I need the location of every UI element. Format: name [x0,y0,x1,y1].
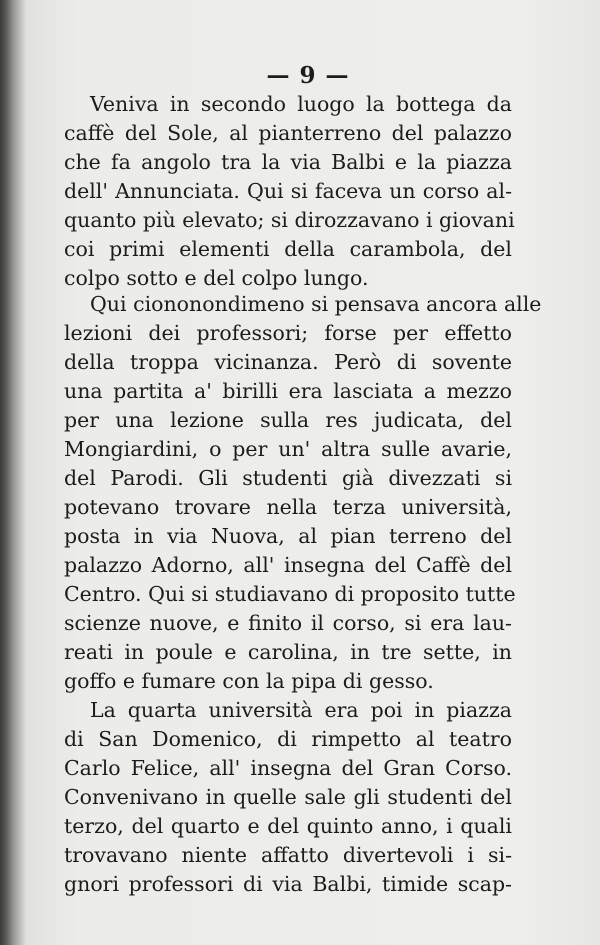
text-line: quanto più elevato; si dirozzavano i giovani [64,208,515,232]
text-line: dell' Annunciata. Qui si faceva un corso al- [64,179,512,203]
text-line: della troppa vicinanza. Però di sovente [64,350,512,374]
text-line: Centro. Qui si studiavano di proposito tutte [64,582,516,606]
text-line: reati in poule e carolina, in tre sette, in [64,640,512,664]
text-line: La quarta università era poi in piazza [90,698,512,722]
text-line: trovavano niente affatto divertevoli i si- [64,843,512,867]
text-line: che fa angolo tra la via Balbi e la piazza [64,150,512,174]
text-line: potevano trovare nella terza università, [64,495,512,519]
text-line: palazzo Adorno, all' insegna del Caffè del [64,553,512,577]
text-line: Mongiardini, o per un' altra sulle avarie, [64,437,512,461]
text-line: una partita a' birilli era lasciata a mezzo [64,379,512,403]
page-number: — 9 — [266,62,350,89]
text-line: colpo sotto e del colpo lungo. [64,266,369,290]
text-line: gnori professori di via Balbi, timide scap- [64,872,512,896]
text-line: terzo, del quarto e del quinto anno, i quali [64,814,512,838]
text-line: Convenivano in quelle sale gli studenti del [64,785,512,809]
text-line: di San Domenico, di rimpetto al teatro [64,727,512,751]
text-line: per una lezione sulla res judicata, del [64,408,512,432]
text-line: coi primi elementi della carambola, del [64,237,512,261]
text-line: scienze nuove, e finito il corso, si era lau- [64,611,512,635]
text-line: del Parodi. Gli studenti già divezzati si [64,466,512,490]
text-line: caffè del Sole, al pianterreno del palazzo [64,121,512,145]
text-line: goffo e fumare con la pipa di gesso. [64,669,434,693]
text-line: Veniva in secondo luogo la bottega da [90,92,512,116]
text-line: Qui ciononondimeno si pensava ancora alle [90,292,542,316]
text-line: lezioni dei professori; forse per effetto [64,321,512,345]
text-line: Carlo Felice, all' insegna del Gran Corso. [64,756,512,780]
text-line: posta in via Nuova, al pian terreno del [64,524,512,548]
